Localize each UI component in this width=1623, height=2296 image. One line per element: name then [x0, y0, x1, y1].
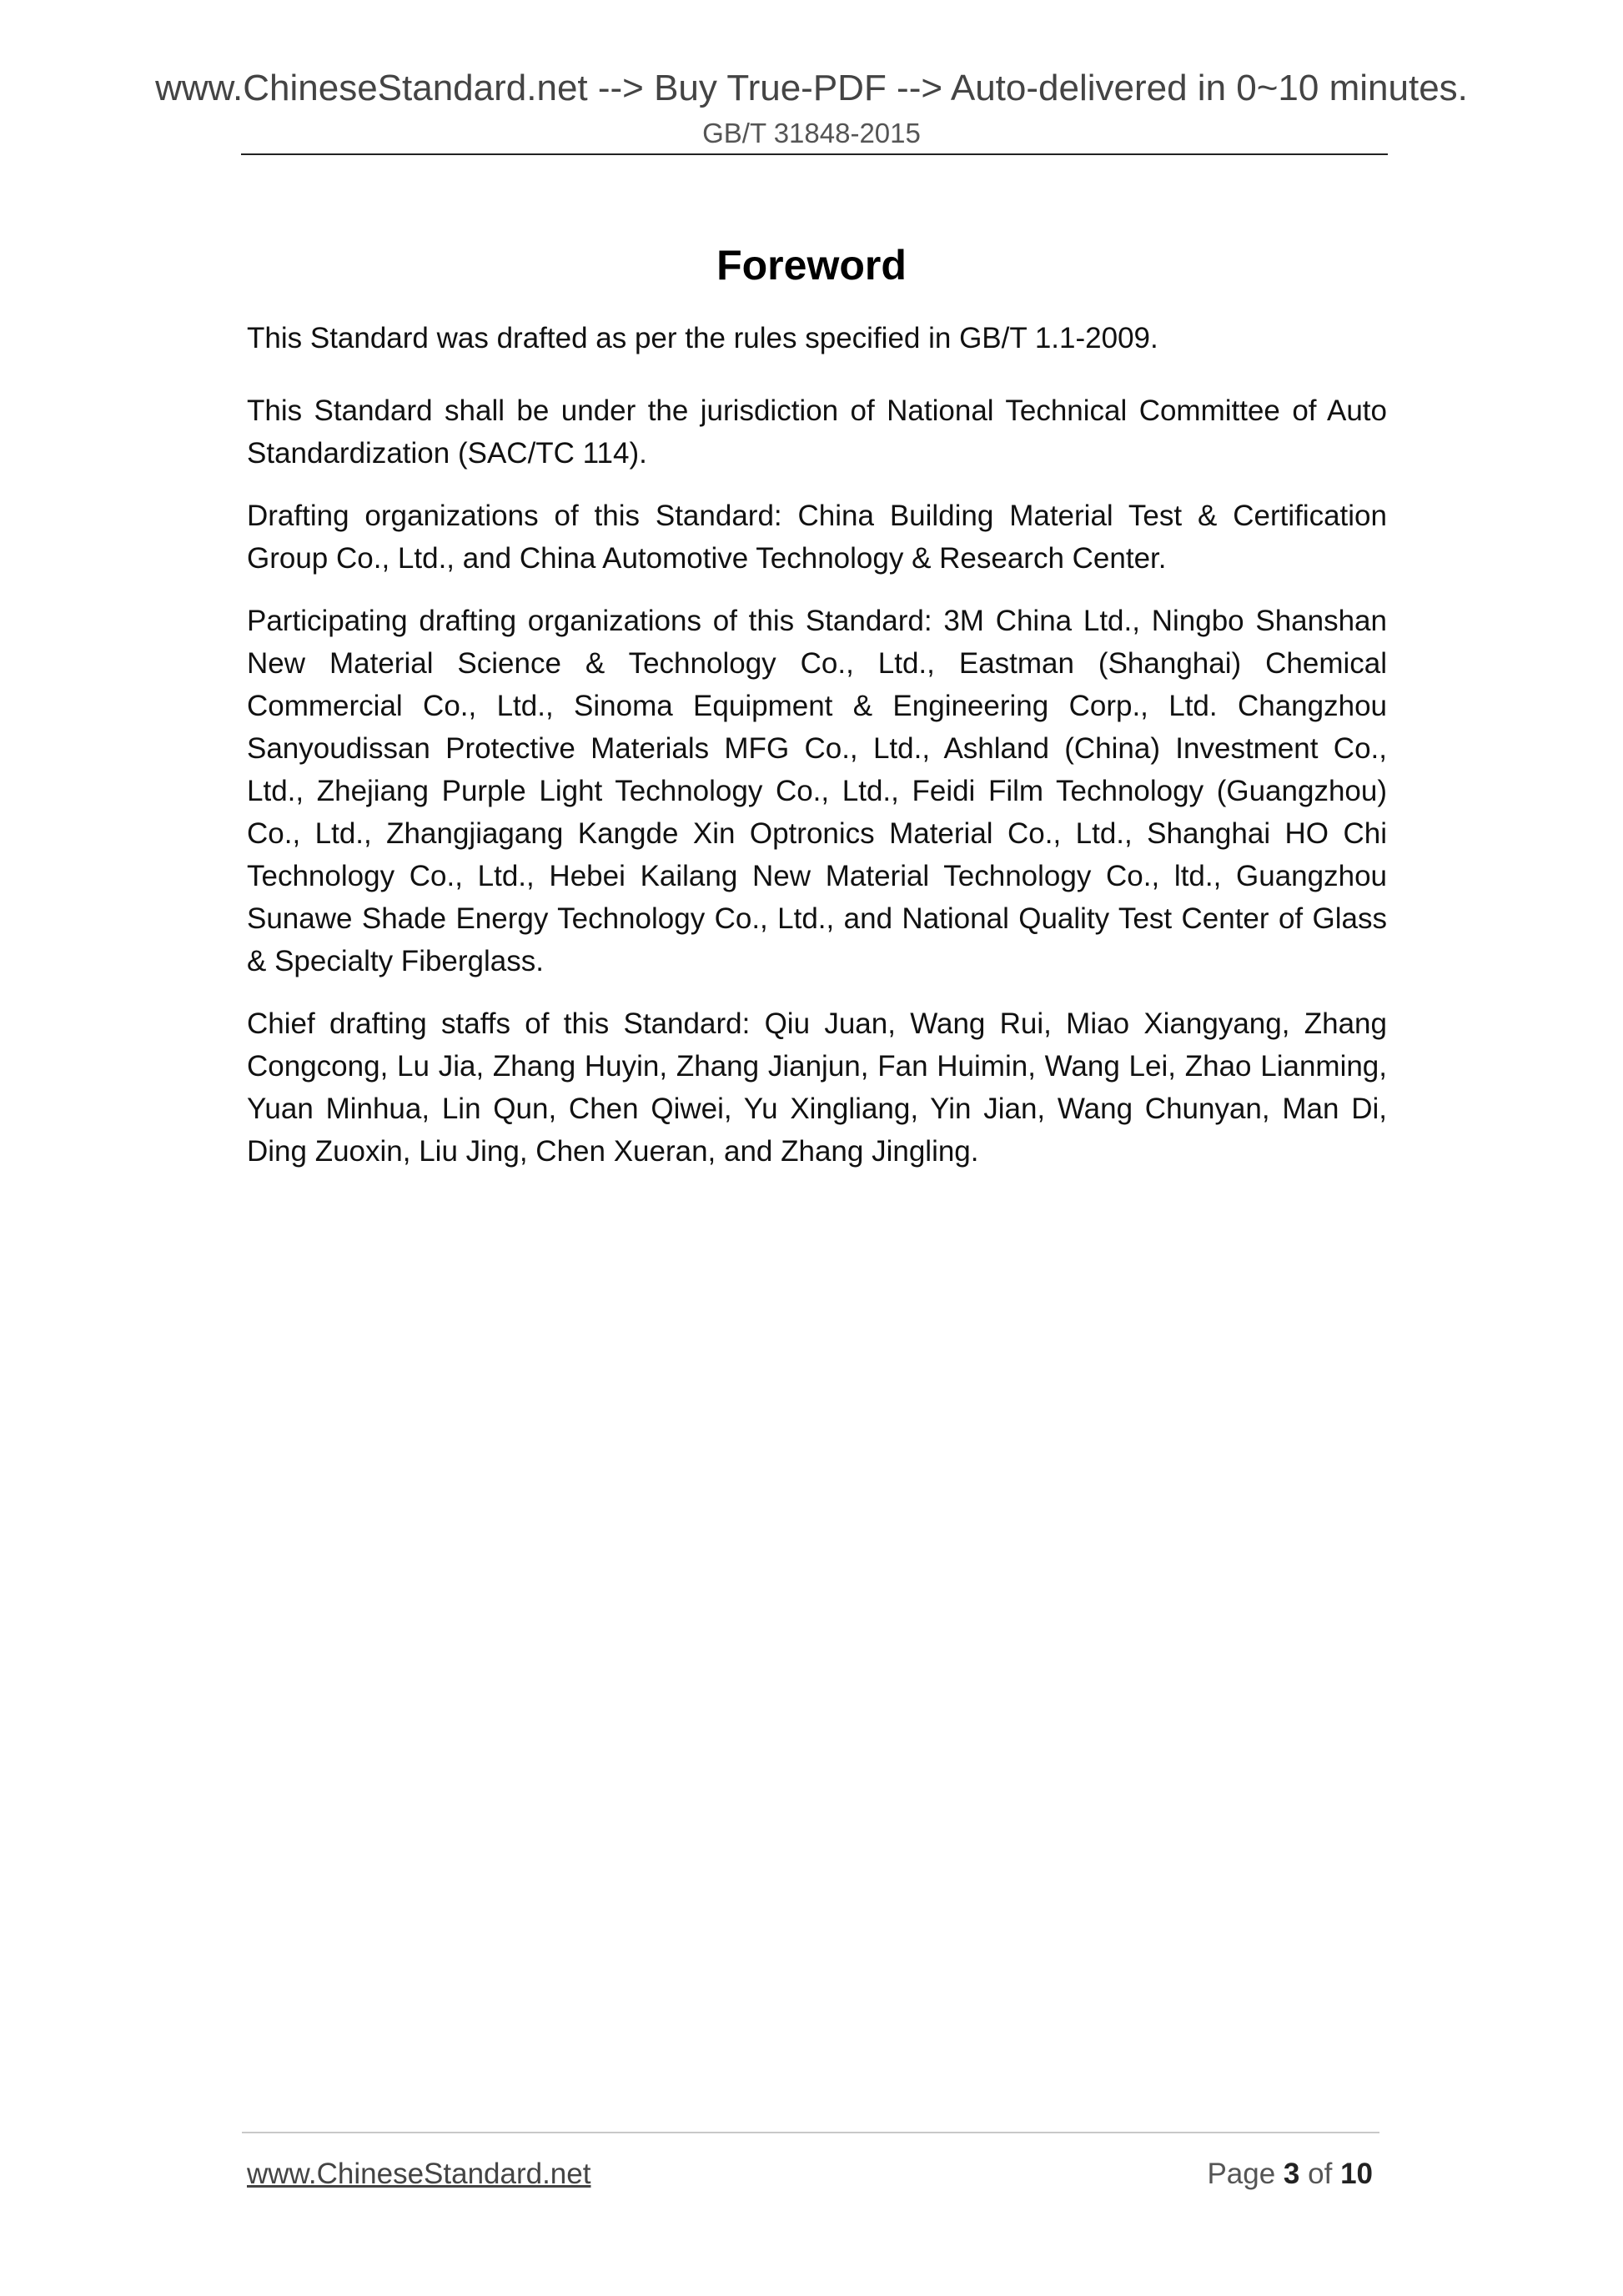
footer-website-link[interactable]: www.ChineseStandard.net [247, 2158, 591, 2190]
page-current: 3 [1283, 2158, 1300, 2190]
page-indicator [1207, 2156, 1373, 2193]
page-label: Page [1207, 2158, 1276, 2190]
top-banner: www.ChineseStandard.net --> Buy True-PDF --> Auto-delivered in 0~10 minutes. [155, 68, 1468, 108]
paragraph-participating-organizations: Participating drafting organizations of this Standard: 3M China Ltd., Ningbo Shanshan New Material Science & Technology Co., Ltd., Eastman (Shanghai) Chemical Commercial Co., Ltd., Sinoma Equipment & Engineering Corp., Ltd. Changzhou Sanyoudissan Protective Materials MFG Co., Ltd., Ashland (China) Investment Co., Ltd., Zhejiang Purple Light Technology Co., Ltd., Feidi Film Technology (Guangzhou) Co., Ltd., Zhangjiagang Kangde Xin Optronics Material Co., Ltd., Shanghai HO Chi Technology Co., Ltd., Hebei Kailang New Material Technology Co., ltd., Guangzhou Sunawe Shade Energy Technology Co., Ltd., and National Quality Test Center of Glass & Specialty Fiberglass. [247, 605, 1387, 977]
header-divider [241, 153, 1388, 155]
paragraph-chief-drafting-staffs: Chief drafting staffs of this Standard: Qiu Juan, Wang Rui, Miao Xiangyang, Zhang Congcong, Lu Jia, Zhang Huyin, Zhang Jianjun, Fan Huimin, Wang Lei, Zhao Lianming, Yuan Minhua, Lin Qun, Chen Qiwei, Yu Xingliang, Yin Jian, Wang Chunyan, Man Di, Ding Zuoxin, Liu Jing, Chen Xueran, and Zhang Jingling. [247, 1007, 1387, 1168]
paragraph-drafting-organizations: Drafting organizations of this Standard: China Building Material Test & Certification Group Co., Ltd., and China Automotive Technology & Research Center. [247, 500, 1387, 575]
foreword-body [247, 317, 1387, 1193]
footer-divider [242, 2132, 1379, 2133]
page-of: of [1308, 2158, 1333, 2190]
paragraph-jurisdiction: This Standard shall be under the jurisdiction of National Technical Committee of Auto Standardization (SAC/TC 114). [247, 394, 1387, 470]
page-total: 10 [1340, 2158, 1373, 2190]
page-title: Foreword [716, 241, 907, 289]
document-code: GB/T 31848-2015 [702, 118, 921, 148]
paragraph-drafting-rules: This Standard was drafted as per the rules specified in GB/T 1.1-2009. [247, 322, 1158, 354]
